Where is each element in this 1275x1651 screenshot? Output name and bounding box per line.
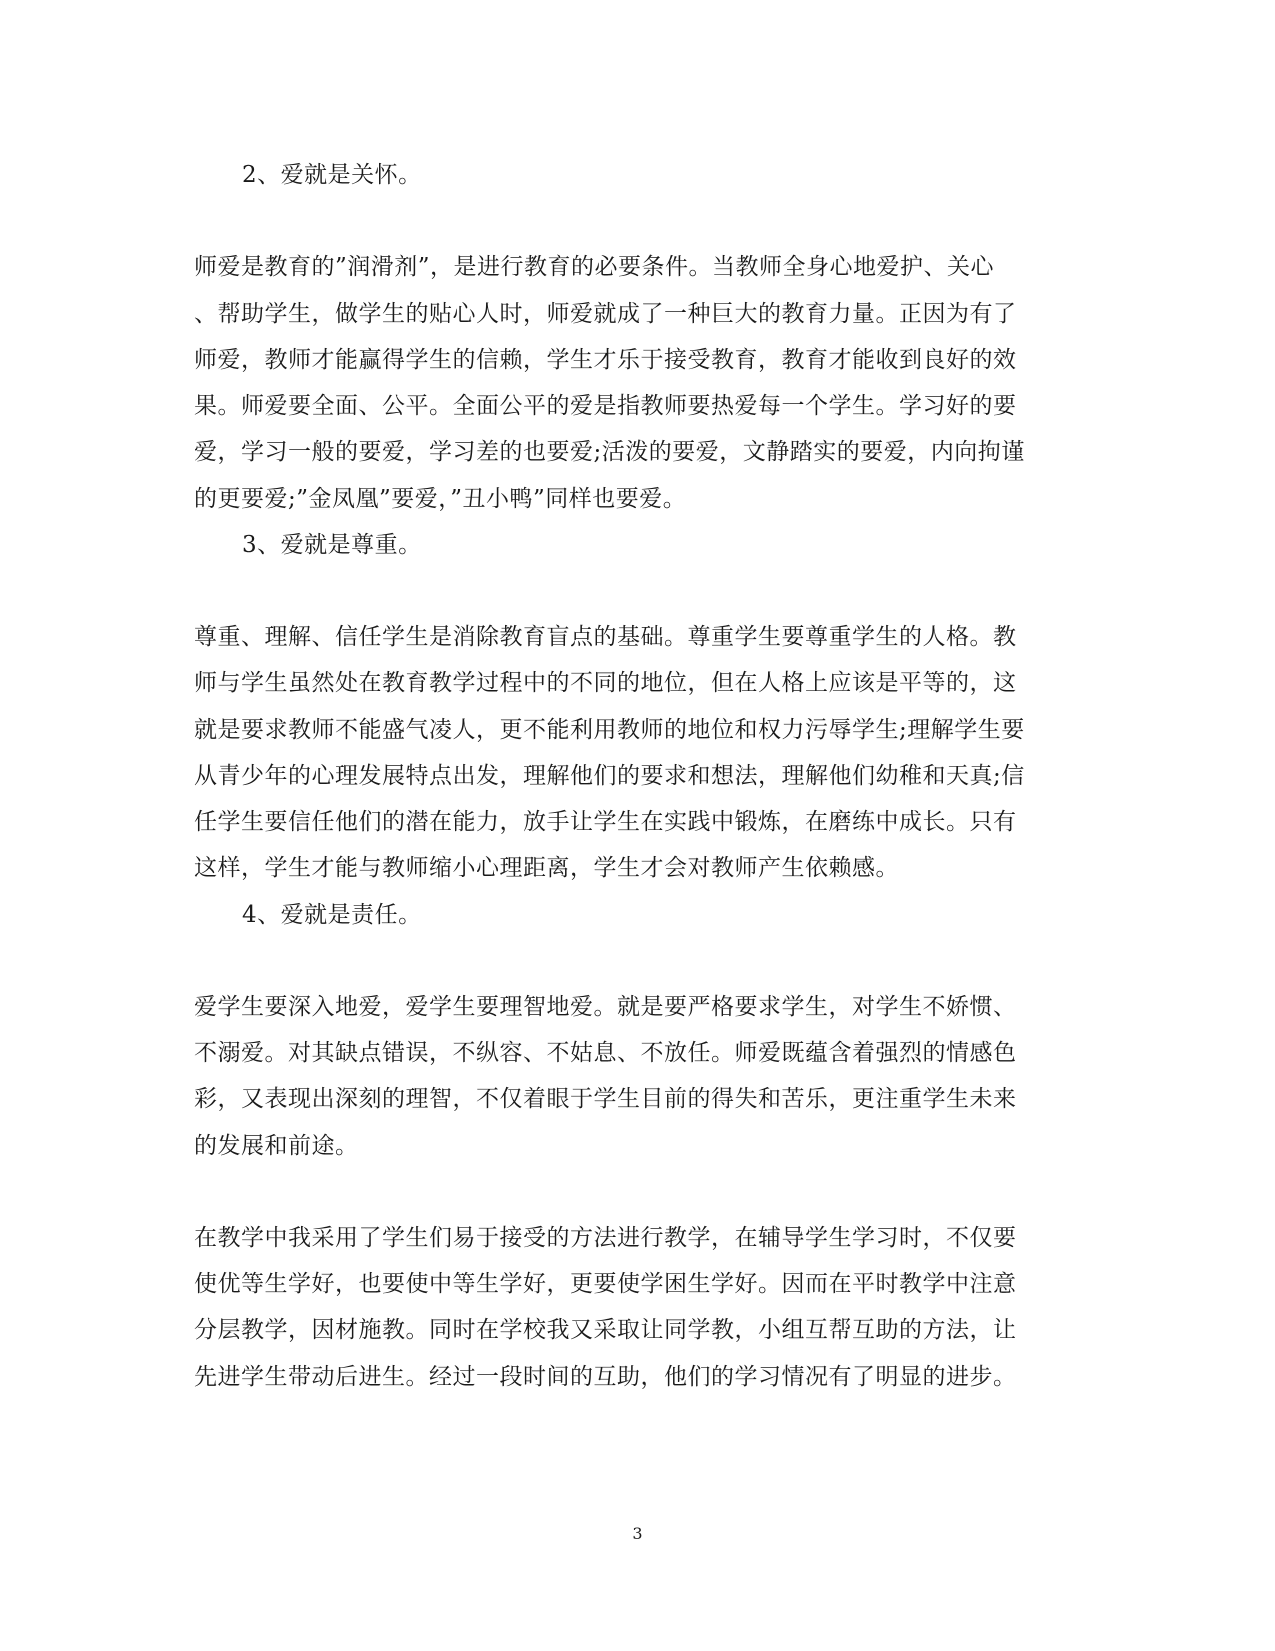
paragraph-line: 先进学生带动后进生。经过一段时间的互助，他们的学习情况有了明显的进步。	[194, 1364, 1017, 1390]
paragraph-line: 师爱是教育的”润滑剂”，是进行教育的必要条件。当教师全身心地爱护、关心	[194, 254, 995, 280]
paragraph-line: 果。师爱要全面、公平。全面公平的爱是指教师要热爱每一个学生。学习好的要	[194, 393, 1017, 419]
paragraph-line: 就是要求教师不能盛气凌人，更不能利用教师的地位和权力污辱学生;理解学生要	[194, 717, 1025, 743]
paragraph-line: 爱学生要深入地爱，爱学生要理智地爱。就是要严格要求学生，对学生不娇惯、	[194, 994, 1017, 1020]
paragraph-line: 的更要爱;”金凤凰”要爱，”丑小鸭”同样也要爱。	[194, 486, 687, 512]
section-heading-3: 3、爱就是尊重。	[242, 532, 422, 558]
section-heading-2: 2、爱就是关怀。	[242, 162, 422, 188]
paragraph-line: 师与学生虽然处在教育教学过程中的不同的地位，但在人格上应该是平等的，这	[194, 670, 1017, 696]
paragraph-line: 任学生要信任他们的潜在能力，放手让学生在实践中锻炼，在磨练中成长。只有	[194, 809, 1017, 835]
section-heading-4: 4、爱就是责任。	[242, 902, 422, 928]
paragraph-line: 尊重、理解、信任学生是消除教育盲点的基础。尊重学生要尊重学生的人格。教	[194, 624, 1017, 650]
paragraph-line: 分层教学，因材施教。同时在学校我又采取让同学教，小组互帮互助的方法，让	[194, 1317, 1017, 1343]
paragraph-line: 这样，学生才能与教师缩小心理距离，学生才会对教师产生依赖感。	[194, 855, 899, 881]
paragraph-line: 不溺爱。对其缺点错误，不纵容、不姑息、不放任。师爱既蕴含着强烈的情感色	[194, 1040, 1017, 1066]
paragraph-line: 彩，又表现出深刻的理智，不仅着眼于学生目前的得失和苦乐，更注重学生未来	[194, 1086, 1017, 1112]
paragraph-line: 、帮助学生，做学生的贴心人时，师爱就成了一种巨大的教育力量。正因为有了	[194, 301, 1017, 327]
paragraph-line: 的发展和前途。	[194, 1133, 359, 1159]
paragraph-line: 在教学中我采用了学生们易于接受的方法进行教学，在辅导学生学习时，不仅要	[194, 1225, 1017, 1251]
paragraph-line: 师爱，教师才能赢得学生的信赖，学生才乐于接受教育，教育才能收到良好的效	[194, 347, 1017, 373]
page-number: 3	[632, 1524, 643, 1543]
paragraph-line: 爱，学习一般的要爱，学习差的也要爱;活泼的要爱，文静踏实的要爱，内向拘谨	[194, 439, 1025, 465]
paragraph-line: 从青少年的心理发展特点出发，理解他们的要求和想法，理解他们幼稚和天真;信	[194, 763, 1025, 789]
paragraph-line: 使优等生学好，也要使中等生学好，更要使学困生学好。因而在平时教学中注意	[194, 1271, 1017, 1297]
